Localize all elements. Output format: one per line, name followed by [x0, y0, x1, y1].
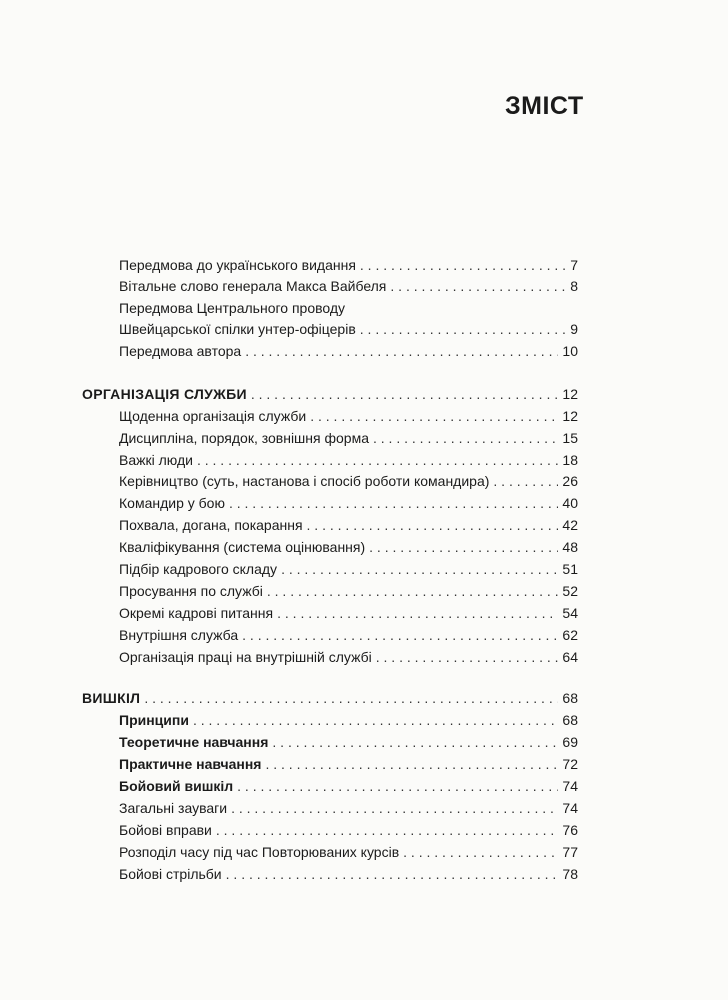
toc-entry-page: 48	[562, 539, 578, 555]
leader-dots	[197, 449, 558, 471]
leader-dots	[360, 254, 566, 276]
leader-dots	[369, 536, 558, 558]
toc-entry[interactable]	[119, 427, 578, 449]
toc-entry-title: Важкі люди	[119, 452, 193, 468]
leader-dots	[231, 797, 558, 819]
toc-entry-title: Просування по службі	[119, 583, 263, 599]
toc-entry-title: Похвала, догана, покарання	[119, 517, 303, 533]
toc-entry-page: 74	[562, 800, 578, 816]
leader-dots	[226, 863, 559, 885]
toc-entry-page: 69	[562, 734, 578, 750]
toc-entry-page: 77	[562, 844, 578, 860]
toc-entry[interactable]	[119, 405, 578, 427]
toc-entry-title: Кваліфікування (система оцінювання)	[119, 539, 366, 555]
toc-entry-page: 51	[562, 561, 578, 577]
toc-entry-title: Підбір кадрового складу	[119, 561, 278, 577]
toc-entry-title: Керівництво (суть, настанова і спосіб роботи командира)	[119, 473, 490, 489]
toc-entry[interactable]	[119, 797, 578, 819]
toc-entry-page: 18	[562, 452, 578, 468]
toc-entry-title: Передмова до українського видання	[119, 257, 356, 273]
toc-entry-title: Швейцарської спілки унтер-офіцерів	[119, 321, 356, 337]
toc-section-heading[interactable]	[82, 687, 578, 709]
toc-subsection[interactable]	[119, 775, 578, 797]
toc-entry-title: Бойовий вишкіл	[119, 778, 234, 794]
toc-entry-page: 62	[562, 627, 578, 643]
toc-entry-page: 9	[570, 321, 578, 337]
toc-entry-title: Вітальне слово генерала Макса Вайбеля	[119, 278, 387, 294]
toc-entry-title: Загальні зауваги	[119, 800, 228, 816]
toc-section-page: 68	[562, 690, 578, 706]
toc-entry-page: 78	[562, 866, 578, 882]
toc-entry[interactable]	[119, 841, 578, 863]
leader-dots	[229, 492, 558, 514]
toc-section-heading[interactable]	[82, 383, 578, 405]
toc-section-page: 12	[562, 386, 578, 402]
toc-entry-page: 74	[562, 778, 578, 794]
toc-entry[interactable]	[119, 514, 578, 536]
toc-entry-title: Командир у бою	[119, 495, 225, 511]
toc-entry[interactable]	[119, 624, 578, 646]
toc-entry-page: 52	[562, 583, 578, 599]
toc-entry[interactable]	[119, 318, 578, 340]
toc-entry-title: Бойові стрільби	[119, 866, 222, 882]
leader-dots	[403, 841, 558, 863]
toc-entry[interactable]	[119, 275, 578, 297]
leader-dots	[281, 558, 558, 580]
leader-dots	[237, 775, 558, 797]
toc-entry-page: 72	[562, 756, 578, 772]
toc-entry-title: Внутрішня служба	[119, 627, 239, 643]
leader-dots	[267, 580, 559, 602]
toc-entry-page: 40	[562, 495, 578, 511]
toc-entry-title: Окремі кадрові питання	[119, 605, 274, 621]
leader-dots	[144, 687, 558, 709]
leader-dots	[216, 819, 559, 841]
toc-section-title: ОРГАНІЗАЦІЯ СЛУЖБИ	[82, 386, 247, 402]
toc-entry-title: Передмова Центрального проводу	[119, 300, 346, 316]
toc-entry[interactable]	[119, 863, 578, 885]
toc-entry-page: 26	[562, 473, 578, 489]
leader-dots	[251, 383, 559, 405]
toc-section-title: ВИШКІЛ	[82, 690, 141, 706]
toc-entry-page: 42	[562, 517, 578, 533]
toc-entry[interactable]	[119, 297, 578, 319]
toc-entry-title: Передмова автора	[119, 343, 242, 359]
toc-entry[interactable]	[119, 646, 578, 668]
toc-entry[interactable]	[119, 580, 578, 602]
leader-dots	[310, 405, 558, 427]
leader-dots	[493, 470, 558, 492]
leader-dots	[265, 753, 558, 775]
toc-entry-title: Організація праці на внутрішній службі	[119, 649, 372, 665]
leader-dots	[360, 318, 566, 340]
toc-subsection[interactable]	[119, 753, 578, 775]
toc-entry-page: 68	[562, 712, 578, 728]
page-title: ЗМІСТ	[505, 92, 584, 120]
toc-entry[interactable]	[119, 558, 578, 580]
toc-entry[interactable]	[119, 602, 578, 624]
toc-entry[interactable]	[119, 492, 578, 514]
toc-entry-page: 76	[562, 822, 578, 838]
leader-dots	[242, 624, 558, 646]
leader-dots	[272, 731, 558, 753]
toc-subsection[interactable]	[119, 709, 578, 731]
toc-entry[interactable]	[119, 340, 578, 362]
toc-entry-title: Принципи	[119, 712, 189, 728]
toc-subsection[interactable]	[119, 731, 578, 753]
leader-dots	[373, 427, 558, 449]
toc-entry[interactable]	[119, 470, 578, 492]
toc-entry-page: 64	[562, 649, 578, 665]
leader-dots	[193, 709, 558, 731]
toc-entry-page: 7	[570, 257, 578, 273]
toc-entry-page: 54	[562, 605, 578, 621]
toc-entry-title: Щоденна організація служби	[119, 408, 307, 424]
toc-entry-title: Практичне навчання	[119, 756, 262, 772]
toc-entry-title: Дисципліна, порядок, зовнішня форма	[119, 430, 369, 446]
leader-dots	[390, 275, 566, 297]
toc-entry[interactable]	[119, 449, 578, 471]
toc-entry-title: Теоретичне навчання	[119, 734, 269, 750]
toc-entry-page: 8	[570, 278, 578, 294]
leader-dots	[376, 646, 559, 668]
toc-entry-title: Бойові вправи	[119, 822, 212, 838]
toc-entry[interactable]	[119, 536, 578, 558]
leader-dots	[307, 514, 559, 536]
leader-dots	[245, 340, 558, 362]
toc-entry[interactable]	[119, 819, 578, 841]
toc-entry-title: Розподіл часу під час Повторюваних курсів	[119, 844, 400, 860]
toc-entry[interactable]	[119, 254, 578, 276]
toc-entry-page: 12	[562, 408, 578, 424]
toc-entry-page: 10	[562, 343, 578, 359]
leader-dots	[277, 602, 558, 624]
toc-entry-page: 15	[562, 430, 578, 446]
